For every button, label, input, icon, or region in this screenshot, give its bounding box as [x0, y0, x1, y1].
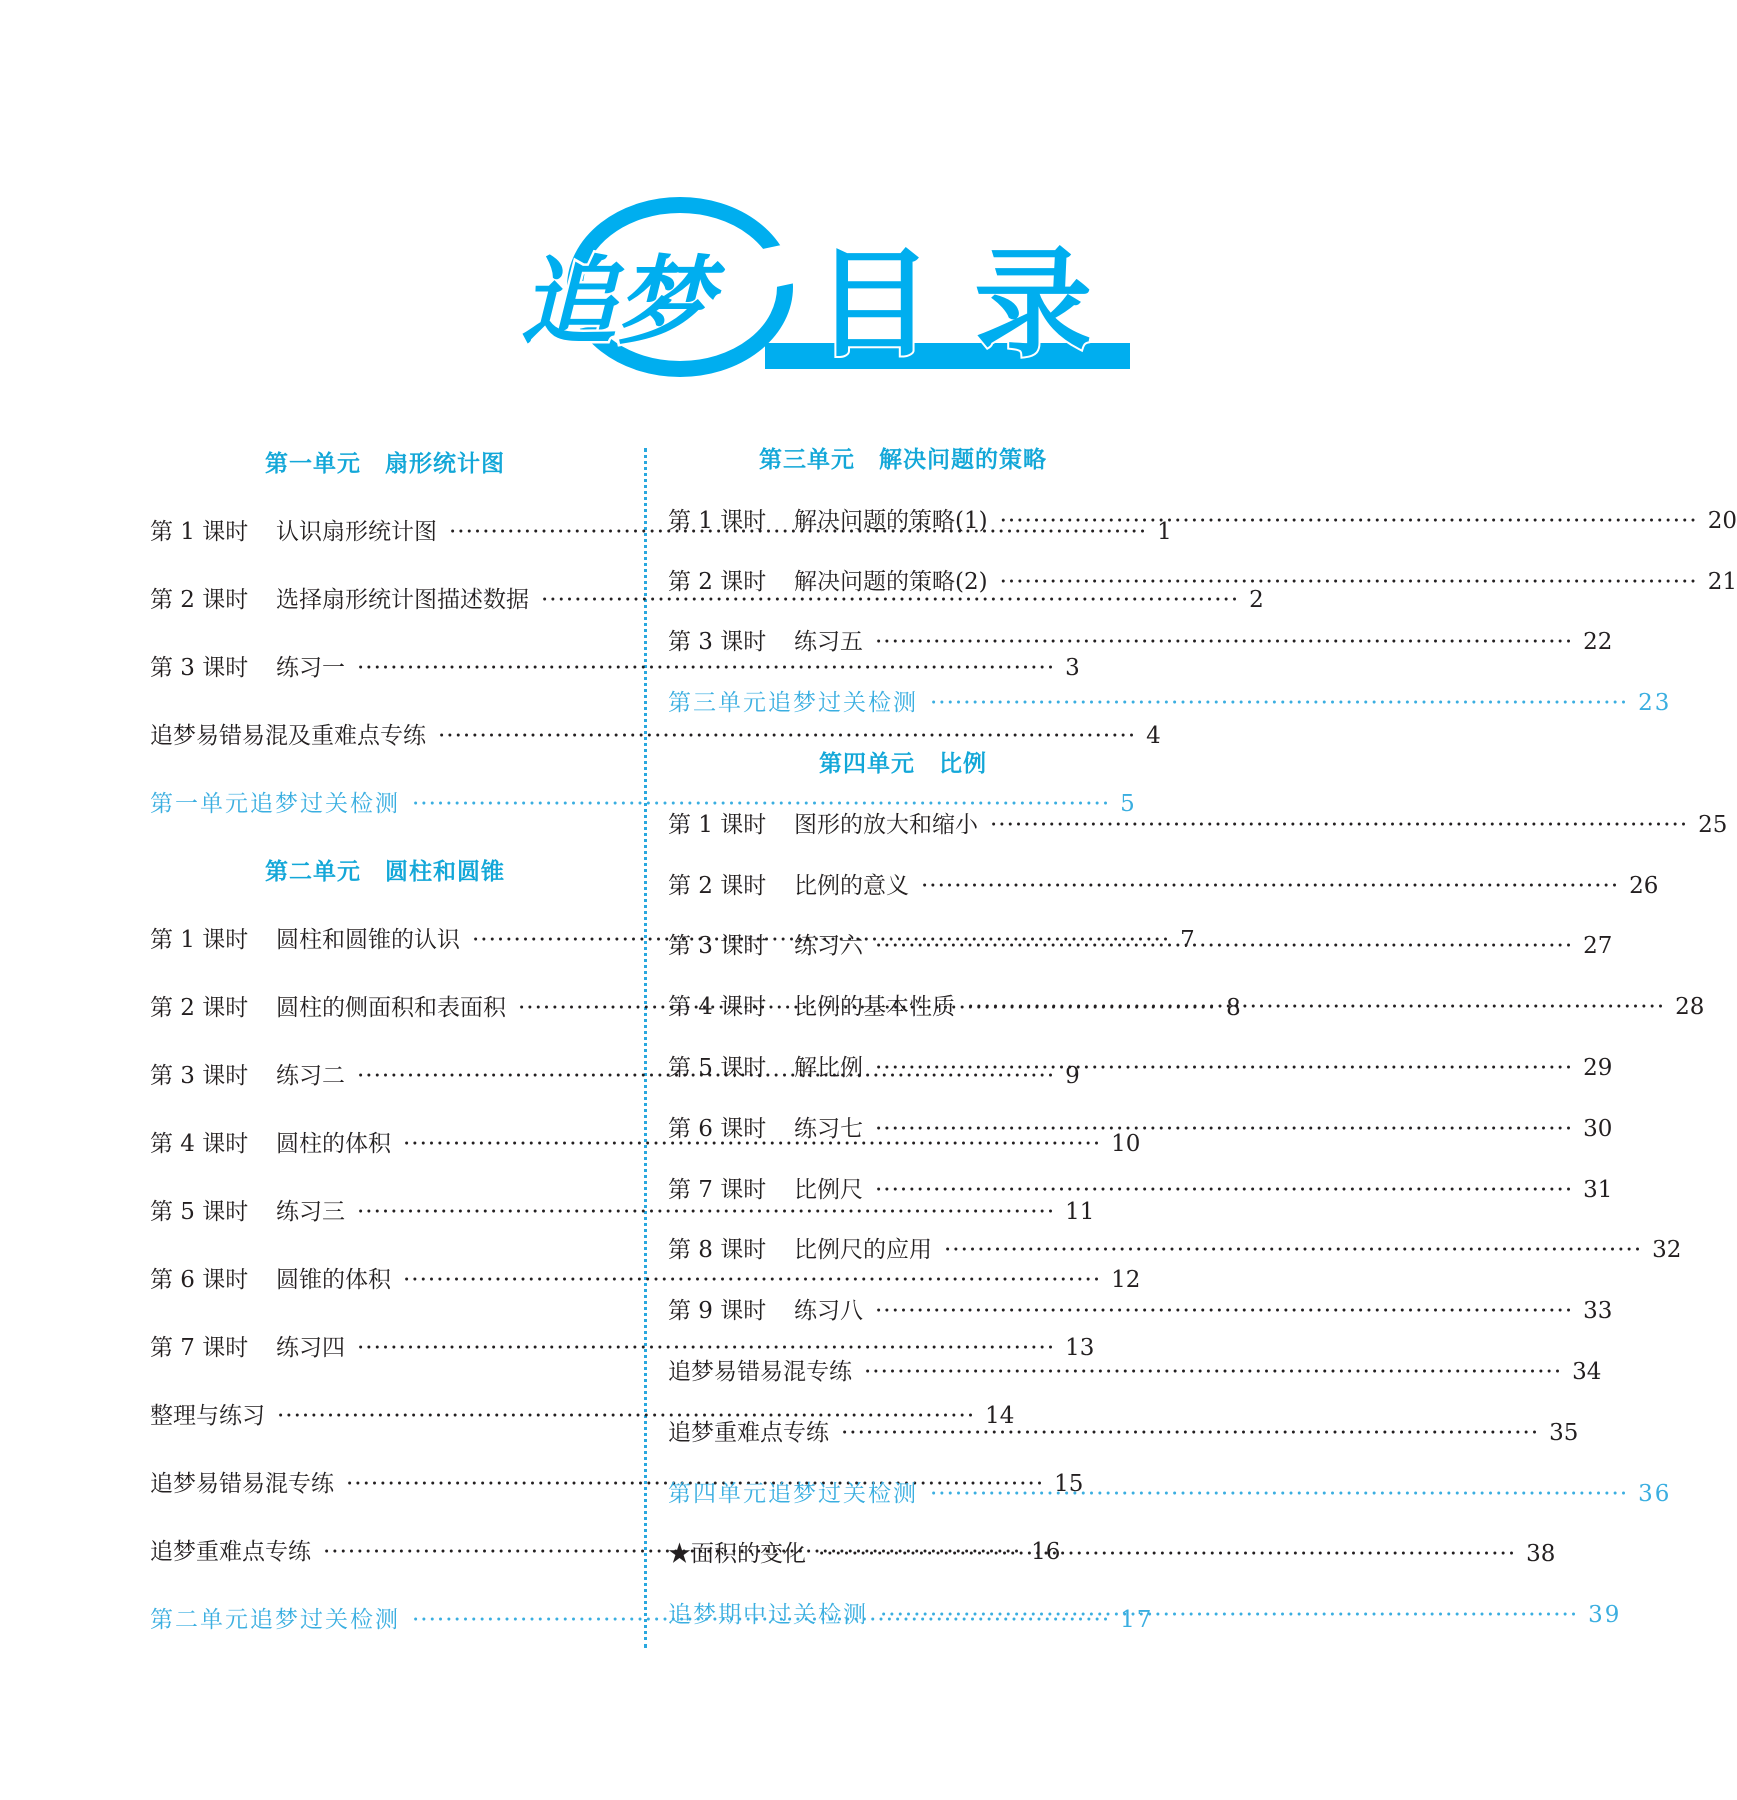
unit-heading: 第一单元 扇形统计图 [265, 451, 505, 477]
entry-topic: 第一单元追梦过关检测 [150, 791, 400, 817]
page-number: 38 [1526, 1541, 1556, 1568]
page-number: 13 [1065, 1335, 1095, 1361]
lesson-number: 第 4 课时 [668, 994, 767, 1021]
entry-topic: 追梦期中过关检测 [668, 1602, 868, 1629]
dot-leader [990, 795, 1688, 856]
page-number: 14 [985, 1403, 1015, 1429]
entry-topic: 比例尺的应用 [794, 1237, 932, 1264]
toc-right-column [668, 430, 1737, 1646]
entry-topic: 比例尺 [794, 1176, 863, 1203]
toc-entry[interactable] [668, 1099, 1613, 1160]
toc-entry[interactable] [668, 1160, 1613, 1221]
page-number: 9 [1065, 1063, 1080, 1089]
entry-topic: 追梦易错易混专练 [668, 1358, 852, 1385]
page-number: 30 [1583, 1115, 1613, 1142]
page-number: 33 [1583, 1298, 1613, 1325]
page-number: 21 [1707, 568, 1737, 595]
dot-leader [875, 1160, 1573, 1221]
lesson-number: 第 7 课时 [668, 1176, 767, 1203]
entry-topic: 比例的基本性质 [794, 994, 955, 1021]
unit-heading: 第四单元 比例 [819, 750, 987, 777]
lesson-number: 第 4 课时 [150, 1131, 249, 1157]
entry-topic: ★面积的变化 [668, 1541, 806, 1568]
lesson-number: 第 6 课时 [668, 1115, 767, 1142]
page-number: 31 [1583, 1176, 1613, 1203]
dot-leader [880, 1585, 1578, 1646]
toc-entry[interactable] [668, 856, 1659, 917]
dot-leader [875, 1038, 1573, 1099]
page-number: 16 [1031, 1539, 1061, 1565]
page-number: 35 [1549, 1419, 1579, 1446]
entry-topic: 解比例 [794, 1054, 863, 1081]
lesson-number: 第 5 课时 [150, 1199, 249, 1225]
entry-topic: 练习五 [794, 629, 863, 656]
page-number: 10 [1111, 1131, 1141, 1157]
page-number: 27 [1583, 933, 1613, 960]
toc-entry[interactable] [668, 1403, 1579, 1464]
page-number: 12 [1111, 1267, 1141, 1293]
lesson-number: 第 3 课时 [668, 933, 767, 960]
page-number: 1 [1157, 519, 1172, 545]
entry-topic: 认识扇形统计图 [276, 519, 437, 545]
page-number: 2 [1249, 587, 1264, 613]
page-number: 8 [1226, 995, 1241, 1021]
entry-topic: 练习四 [276, 1335, 345, 1361]
toc-test-entry[interactable] [668, 1464, 1672, 1525]
logo-graphic [514, 195, 1130, 380]
page-number: 11 [1065, 1199, 1095, 1225]
unit-heading: 第二单元 圆柱和圆锥 [265, 859, 505, 885]
entry-topic: 解决问题的策略(1) [794, 507, 988, 534]
page-number: 25 [1698, 811, 1728, 838]
dot-leader [930, 1464, 1628, 1525]
lesson-number: 第 6 课时 [150, 1267, 249, 1293]
dot-leader [1000, 491, 1698, 552]
lesson-number: 第 3 课时 [150, 655, 249, 681]
dot-leader [967, 977, 1665, 1038]
dot-leader [841, 1403, 1539, 1464]
page-number: 39 [1588, 1602, 1622, 1629]
dot-leader [875, 612, 1573, 673]
page-number: 5 [1120, 791, 1137, 817]
entry-topic: 练习六 [794, 933, 863, 960]
page-number: 4 [1146, 723, 1161, 749]
entry-topic: 追梦重难点专练 [668, 1419, 829, 1446]
page-number: 32 [1652, 1237, 1682, 1264]
page-number: 7 [1180, 927, 1195, 953]
entry-topic: 练习三 [276, 1199, 345, 1225]
toc-entry[interactable] [668, 1342, 1602, 1403]
entry-topic: 第二单元追梦过关检测 [150, 1607, 400, 1633]
dot-leader [818, 1524, 1516, 1585]
entry-topic: 圆柱的体积 [276, 1131, 391, 1157]
page-title: 目 录 [815, 235, 1093, 373]
lesson-number: 第 1 课时 [668, 811, 767, 838]
lesson-number: 第 9 课时 [668, 1298, 767, 1325]
page-number: 36 [1638, 1480, 1672, 1507]
entry-topic: 图形的放大和缩小 [794, 811, 978, 838]
entry-topic: 练习七 [794, 1115, 863, 1142]
page-header [0, 0, 1292, 400]
toc-entry[interactable] [668, 1038, 1613, 1099]
entry-topic: 第四单元追梦过关检测 [668, 1480, 918, 1507]
entry-topic: 解决问题的策略(2) [794, 568, 988, 595]
toc-entry[interactable] [668, 916, 1613, 977]
toc-entry[interactable] [668, 491, 1737, 552]
entry-topic: 练习八 [794, 1298, 863, 1325]
lesson-number: 第 2 课时 [668, 568, 767, 595]
entry-topic: 整理与练习 [150, 1403, 265, 1429]
entry-topic: 追梦易错易混专练 [150, 1471, 334, 1497]
dot-leader [930, 673, 1628, 734]
dot-leader [864, 1342, 1562, 1403]
dot-leader [875, 1281, 1573, 1342]
entry-topic: 追梦重难点专练 [150, 1539, 311, 1565]
lesson-number: 第 1 课时 [150, 519, 249, 545]
page-number: 3 [1065, 655, 1080, 681]
page-number: 26 [1629, 872, 1659, 899]
lesson-number: 第 2 课时 [150, 995, 249, 1021]
entry-topic: 圆柱和圆锥的认识 [276, 927, 460, 953]
dot-leader [944, 1220, 1642, 1281]
logo-brand-text: 追梦 [514, 246, 735, 358]
lesson-number: 第 1 课时 [150, 927, 249, 953]
lesson-number: 第 1 课时 [668, 507, 767, 534]
entry-topic: 比例的意义 [794, 872, 909, 899]
toc-entry[interactable] [668, 552, 1737, 613]
toc-test-entry[interactable] [668, 673, 1672, 734]
toc-entry[interactable] [668, 1281, 1613, 1342]
toc-entry[interactable] [668, 795, 1728, 856]
page-number: 22 [1583, 629, 1613, 656]
lesson-number: 第 2 课时 [150, 587, 249, 613]
entry-topic: 练习一 [276, 655, 345, 681]
dot-leader [875, 916, 1573, 977]
entry-topic: 追梦易错易混及重难点专练 [150, 723, 426, 749]
unit-heading: 第三单元 解决问题的策略 [759, 447, 1047, 473]
page-number: 28 [1675, 994, 1705, 1021]
page-number: 29 [1583, 1054, 1613, 1081]
entry-topic: 练习二 [276, 1063, 345, 1089]
entry-topic: 第三单元追梦过关检测 [668, 690, 918, 717]
page-number: 15 [1054, 1471, 1084, 1497]
page-number: 23 [1638, 690, 1672, 717]
toc-entry[interactable] [668, 1524, 1556, 1585]
toc-test-entry[interactable] [668, 1585, 1622, 1646]
lesson-number: 第 3 课时 [150, 1063, 249, 1089]
lesson-number: 第 7 课时 [150, 1335, 249, 1361]
page-number: 34 [1572, 1358, 1602, 1385]
entry-topic: 圆锥的体积 [276, 1267, 391, 1293]
toc-entry[interactable] [668, 977, 1705, 1038]
lesson-number: 第 5 课时 [668, 1054, 767, 1081]
dot-leader [875, 1099, 1573, 1160]
dot-leader [921, 856, 1619, 917]
lesson-number: 第 2 课时 [668, 872, 767, 899]
lesson-number: 第 3 课时 [668, 629, 767, 656]
dot-leader [1000, 552, 1698, 613]
lesson-number: 第 8 课时 [668, 1237, 767, 1264]
page-number: 20 [1707, 507, 1737, 534]
page-number: 17 [1120, 1607, 1154, 1633]
entry-topic: 选择扇形统计图描述数据 [276, 587, 529, 613]
entry-topic: 圆柱的侧面积和表面积 [276, 995, 506, 1021]
toc-entry[interactable] [668, 612, 1613, 673]
